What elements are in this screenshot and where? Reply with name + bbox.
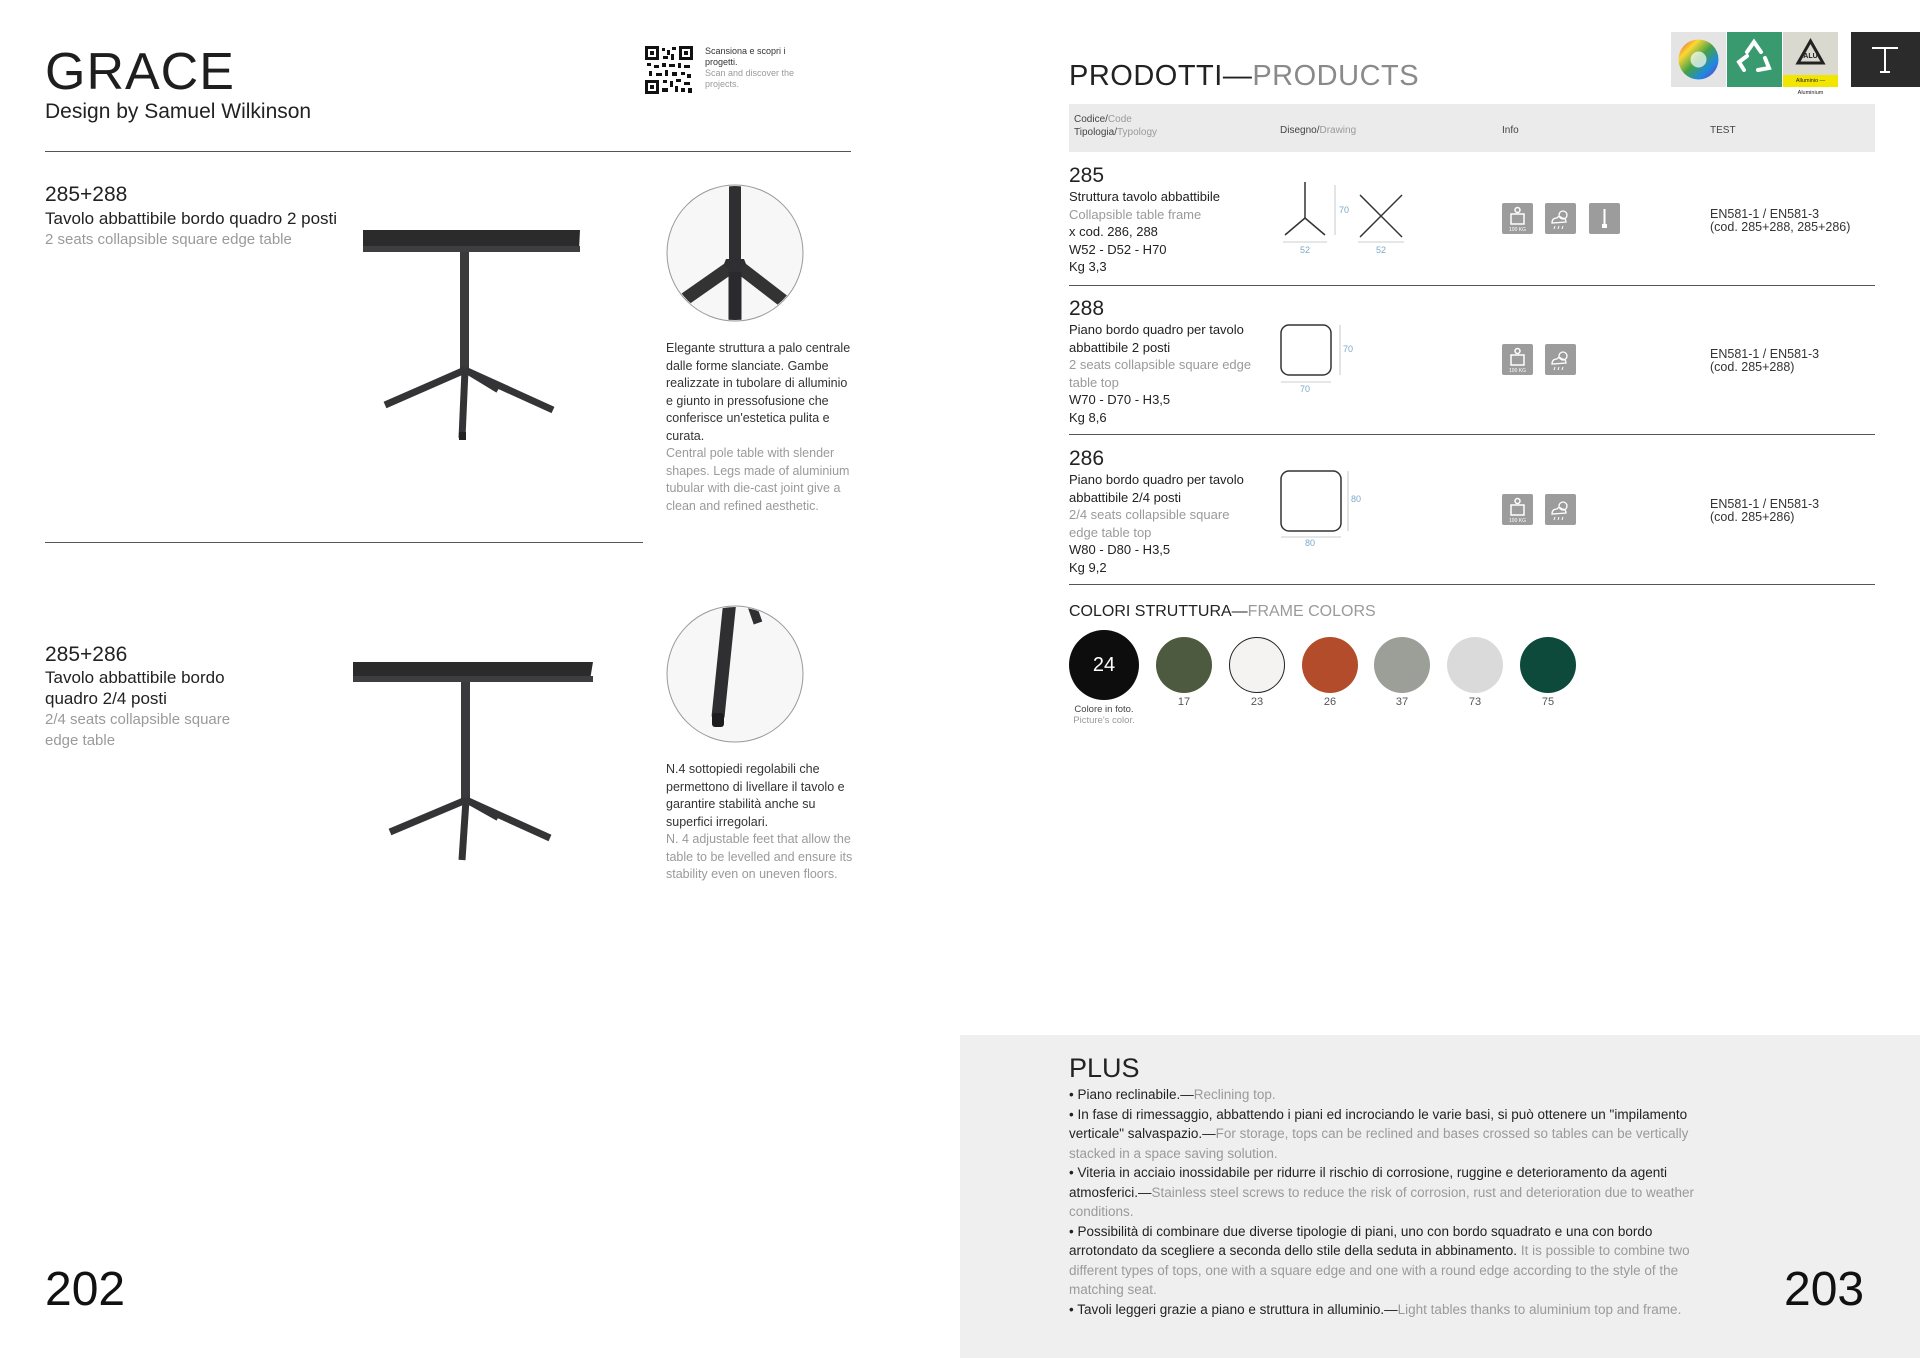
header-code-it: Codice/ [1074,114,1108,125]
load-capacity-icon [1502,494,1533,525]
header-type-en: Typology [1117,127,1158,138]
product2-name-en: 2/4 seats collapsible square edge table [45,711,231,749]
row-286-text [1069,471,1259,576]
header-info: Info [1502,125,1519,136]
color-swatch-23[interactable] [1229,637,1285,693]
color-swatch-26[interactable] [1302,637,1358,693]
products-heading-en: PRODUCTS [1252,60,1420,92]
alu-label: Alluminio — Aluminium [1783,75,1838,87]
row-286-code: 286 [1069,447,1105,470]
adjustable-foot-icon [1589,203,1620,234]
product2-code: 285+286 [45,643,128,666]
row-285-test-2: (cod. 285+288, 285+286) [1710,220,1851,234]
row-286-test-1: EN581-1 / EN581-3 [1710,497,1820,511]
row-288-weight: Kg 8,6 [1069,409,1107,425]
row-288-dims: W70 - D70 - H3,5 [1069,392,1171,407]
color-swatch-73-label: 73 [1468,696,1482,708]
plus-list [1069,1085,1714,1319]
product-divider [45,542,643,543]
row-285-code: 285 [1069,164,1105,187]
frame-colors-heading [1069,603,1376,621]
color-swatch-17-label: 17 [1177,696,1191,708]
row-286-test-2: (cod. 285+286) [1710,510,1795,524]
weather-resistant-icon [1545,344,1576,375]
frame-colors-heading-en: FRAME COLORS [1247,603,1376,620]
product1-name-it: Tavolo abbattibile bordo quadro 2 posti [45,209,338,228]
row-285-text [1069,188,1259,276]
detail-joint-image [666,184,804,322]
color-swatch-23-label: 23 [1250,696,1264,708]
alu-recycling-icon [1783,32,1838,96]
header-drawing-it: Disegno/ [1280,125,1320,136]
color-swatch-17[interactable] [1156,637,1212,693]
row-286-name-en: 2/4 seats collapsible square edge table top [1069,507,1230,540]
row-288-test [1710,348,1819,374]
header-code [1074,113,1157,139]
plus-item-3 [1069,1163,1714,1222]
product2-name [45,667,250,751]
header-type-it: Tipologia/ [1074,127,1117,138]
row-divider-2 [1069,434,1875,435]
plus-item-2 [1069,1105,1714,1164]
header-drawing-en: Drawing [1319,125,1357,136]
detail-foot-image [666,605,804,743]
row-286-test [1710,498,1819,524]
svg-text:100 KG: 100 KG [1509,518,1526,524]
product1-detail-it: Elegante struttura a palo centrale dalle forme slanciate. Gambe realizzate in tubolare di alluminio e giunto in pressofusione che conferisce un'estetica pulita e curata. [666,341,851,443]
row-288-text [1069,321,1259,426]
recycle-icon [1727,32,1782,87]
page-number-left: 202 [45,1263,126,1316]
color-swatch-24[interactable] [1069,630,1139,700]
row-288-test-2: (cod. 285+288) [1710,360,1795,374]
header-test: TEST [1710,125,1736,136]
title-divider [45,151,851,152]
row-286-name-it: Piano bordo quadro per tavolo abbattibile 2/4 posti [1069,472,1244,505]
product1-name-en: 2 seats collapsible square edge table [45,231,292,248]
color-swatch-24-label: 24 [1092,654,1116,676]
picture-color-it: Colore in foto. [1074,704,1134,715]
alu-code: ALU [1803,53,1818,60]
row-288-code: 288 [1069,297,1105,320]
row-divider-1 [1069,285,1875,286]
products-table-header [1069,104,1875,152]
product2-detail-en: N. 4 adjustable feet that allow the table to be levelled and ensure its stability even on uneven floors. [666,832,853,881]
product2-detail-it: N.4 sottopiedi regolabili che permettono di livellare il tavolo e garantire stabilità anche su superfici irregolari. [666,762,845,829]
brand-t-icon [1851,32,1920,87]
product2-detail-text [666,761,856,884]
row-288-name-en: 2 seats collapsible square edge table top [1069,357,1252,390]
plus-item-1-en: Reclining top. [1193,1087,1276,1102]
row-285-weight: Kg 3,3 [1069,259,1107,274]
row-288-drawing [1280,320,1370,400]
qr-caption-it: Scansiona e scopri i progetti. [705,46,786,67]
load-capacity-icon [1502,203,1533,234]
row-divider-3 [1069,584,1875,585]
plus-heading: PLUS [1069,1053,1140,1083]
frame-colors-heading-it: COLORI STRUTTURA— [1069,603,1248,620]
row-285-name-it: Struttura tavolo abbattibile [1069,189,1221,204]
row-286-weight: Kg 9,2 [1069,559,1107,575]
row-285-dim-w: 52 [1300,245,1311,255]
plus-item-5 [1069,1300,1714,1320]
weather-resistant-icon [1545,203,1576,234]
color-swatch-75[interactable] [1520,637,1576,693]
plus-item-2-en: For storage, tops can be reclined and bases crossed so tables can be vertically stacked in a space saving solution. [1069,1126,1689,1161]
row-286-drawing [1280,468,1370,548]
plus-item-4-it: • Possibilità di combinare due diverse tipologie di piani, uno con bordo squadrato e una con bordo arrotondato da scegliere a seconda dello stile della seduta in abbinamento. [1069,1223,1653,1258]
color-swatch-75-label: 75 [1541,696,1555,708]
qr-code[interactable] [645,46,693,94]
plus-item-3-en: Stainless steel screws to reduce the risk of corrosion, rust and deterioration due to weather conditions. [1069,1184,1695,1219]
row-285-test [1710,208,1850,234]
product1-code: 285+288 [45,183,128,206]
qr-caption [705,46,795,90]
plus-item-2-it: • In fase di rimessaggio, abbattendo i piani ed incrociando le varie basi, si può ottenere un "impilamento verticale" salvaspazio.— [1069,1106,1688,1141]
header-code-en: Code [1107,114,1132,125]
row-288-name-it: Piano bordo quadro per tavolo abbattibile 2 posti [1069,322,1244,355]
row-285-dims: W52 - D52 - H70 [1069,241,1167,257]
row-288-test-1: EN581-1 / EN581-3 [1710,347,1820,361]
product1-detail-en: Central pole table with slender shapes. Legs made of aluminium tubular with die-cast joint give a clean and refined aesthetic. [666,446,850,513]
page-number-right: 203 [1784,1263,1865,1316]
color-wheel-icon [1671,32,1726,87]
table-image-4-seats [348,652,598,867]
row-285-extra: x cod. 286, 288 [1069,224,1158,239]
picture-color-en: Picture's color. [1073,715,1135,726]
plus-item-1-it: • Piano reclinabile.— [1069,1087,1194,1102]
row-285-dim-h: 70 [1339,205,1350,215]
color-swatch-37-label: 37 [1395,696,1409,708]
color-swatch-26-label: 26 [1323,696,1337,708]
row-288-dim-h: 70 [1343,344,1354,354]
product1-detail-text [666,340,856,515]
load-capacity-icon [1502,344,1533,375]
qr-caption-en: Scan and discover the projects. [705,68,795,89]
row-286-dims: W80 - D80 - H3,5 [1069,542,1171,557]
picture-color-caption [1062,704,1146,726]
row-285-name-en: Collapsible table frame [1069,206,1202,222]
products-heading [1069,60,1419,93]
svg-text:100 KG: 100 KG [1509,368,1526,374]
row-288-dim-w: 70 [1300,384,1311,394]
row-285-drawing [1280,180,1410,260]
plus-item-5-it: • Tavoli leggeri grazie a piano e struttura in alluminio.— [1069,1301,1398,1317]
weather-resistant-icon [1545,494,1576,525]
page-title: GRACE [45,43,235,101]
plus-item-4 [1069,1222,1714,1300]
plus-item-3-it: • Viteria in acciaio inossidabile per ridurre il rischio di corrosione, ruggine e deterioramento da agenti atmosferici.— [1069,1165,1668,1200]
plus-item-5-en: Light tables thanks to aluminium top and frame. [1397,1301,1682,1317]
row-285-dim-w2: 52 [1376,245,1387,255]
color-swatch-37[interactable] [1374,637,1430,693]
product1-name [45,208,345,250]
product2-name-it: Tavolo abbattibile bordo quadro 2/4 posti [45,668,225,708]
plus-item-1 [1069,1085,1714,1105]
row-286-dim-h: 80 [1351,494,1362,504]
header-drawing [1280,125,1356,136]
table-image-2-seats [355,220,595,445]
plus-item-4-en: It is possible to combine two different types of tops, one with a square edge and one with a round edge according to the style of the matching seat. [1069,1243,1690,1297]
products-heading-it: PRODOTTI— [1069,60,1253,92]
row-285-test-1: EN581-1 / EN581-3 [1710,207,1820,221]
designer-credit: Design by Samuel Wilkinson [45,100,312,123]
color-swatch-73[interactable] [1447,637,1503,693]
row-286-dim-w: 80 [1305,538,1316,548]
svg-text:100 KG: 100 KG [1509,227,1526,233]
